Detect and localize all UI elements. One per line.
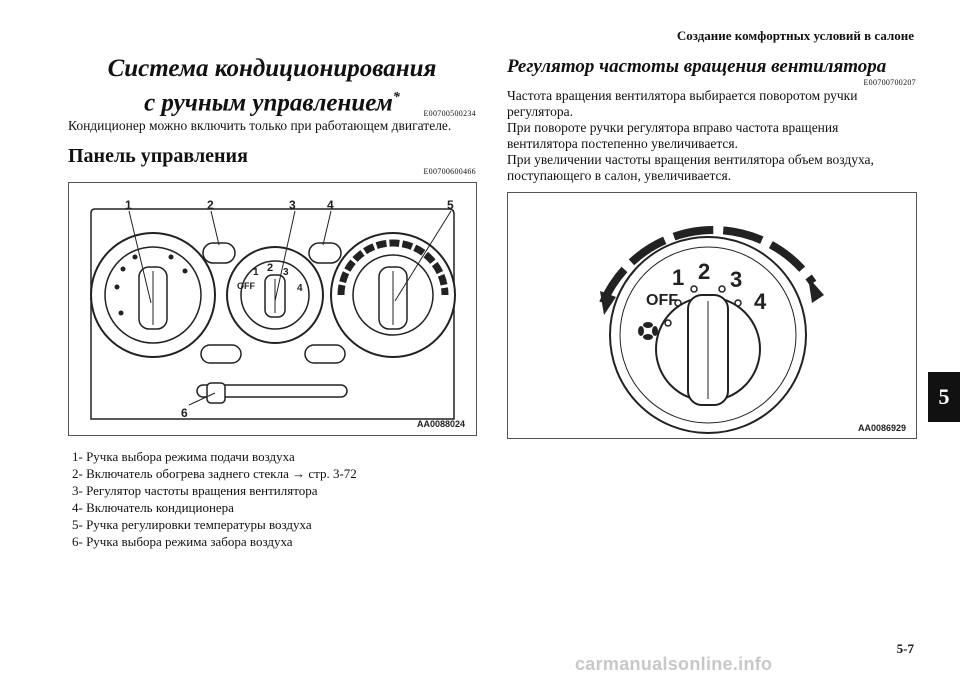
callout-1: 1 <box>125 198 132 212</box>
title-asterisk: * <box>392 90 400 105</box>
legend-list <box>72 448 357 550</box>
intro-text: Кондиционер можно включить только при работающем двигателе. <box>68 118 452 133</box>
dial-label-off: OFF <box>646 292 678 309</box>
legend-item: 5- Ручка регулировки температуры воздуха <box>72 517 312 532</box>
callout-2: 2 <box>207 198 214 212</box>
knob-label-4: 4 <box>297 283 303 294</box>
dial-label-2: 2 <box>698 259 711 284</box>
control-panel-illustration <box>69 183 476 435</box>
section-title <box>68 54 476 117</box>
knob-label-off: OFF <box>237 281 255 291</box>
rear-defogger-button <box>203 243 235 263</box>
chapter-tab: 5 <box>928 372 960 422</box>
page-number: 5-7 <box>896 641 914 656</box>
dial-label-4: 4 <box>754 289 767 314</box>
dial-label-1: 1 <box>672 265 685 290</box>
callout-3: 3 <box>289 198 296 212</box>
fan-speed-description: Частота вращения вентилятора выбирается поворотом ручки регулятора. При повороте ручки регулятора вправо частота вращения вентилятора постепенно увеличивается. При увеличении частоты вращения вентилятора объем воздуха, поступающего в салон, увеличивается. <box>507 88 874 183</box>
callout-6: 6 <box>181 406 188 420</box>
code-label-3: E00700700207 <box>863 78 916 87</box>
code-label-1: E00700500234 <box>423 109 476 118</box>
title-line-2: с ручным управлением* <box>144 89 400 117</box>
figure-code-left: AA0088024 <box>417 419 466 429</box>
code-label-2: E00700600466 <box>423 167 476 176</box>
legend-item: 6- Ручка выбора режима забора воздуха <box>72 534 293 549</box>
callout-4: 4 <box>327 198 334 212</box>
legend-item: 1- Ручка выбора режима подачи воздуха <box>72 449 295 464</box>
legend-item: 2- Включатель обогрева заднего стекла → стр. 3-72 <box>72 466 357 481</box>
watermark: carmanualsonline.info <box>575 654 773 674</box>
legend-item: 3- Регулятор частоты вращения вентилятора <box>72 483 318 498</box>
fan-dial-illustration <box>508 193 916 438</box>
title-line-1: Система кондиционирования <box>107 55 437 82</box>
running-header: Создание комфортных условий в салоне <box>676 28 914 43</box>
knob-label-3: 3 <box>283 267 289 278</box>
control-panel-figure <box>68 182 477 436</box>
legend-item: 4- Включатель кондиционера <box>72 500 234 515</box>
control-panel-heading: Панель управления <box>68 145 248 167</box>
callout-5: 5 <box>447 198 454 212</box>
fan-speed-heading: Регулятор частоты вращения вентилятора <box>507 56 887 77</box>
dial-label-3: 3 <box>730 267 743 292</box>
ac-button <box>309 243 341 263</box>
fan-dial-figure <box>507 192 917 439</box>
figure-code-right: AA0086929 <box>858 423 907 433</box>
knob-label-1: 1 <box>253 267 259 278</box>
knob-label-2: 2 <box>267 262 274 274</box>
